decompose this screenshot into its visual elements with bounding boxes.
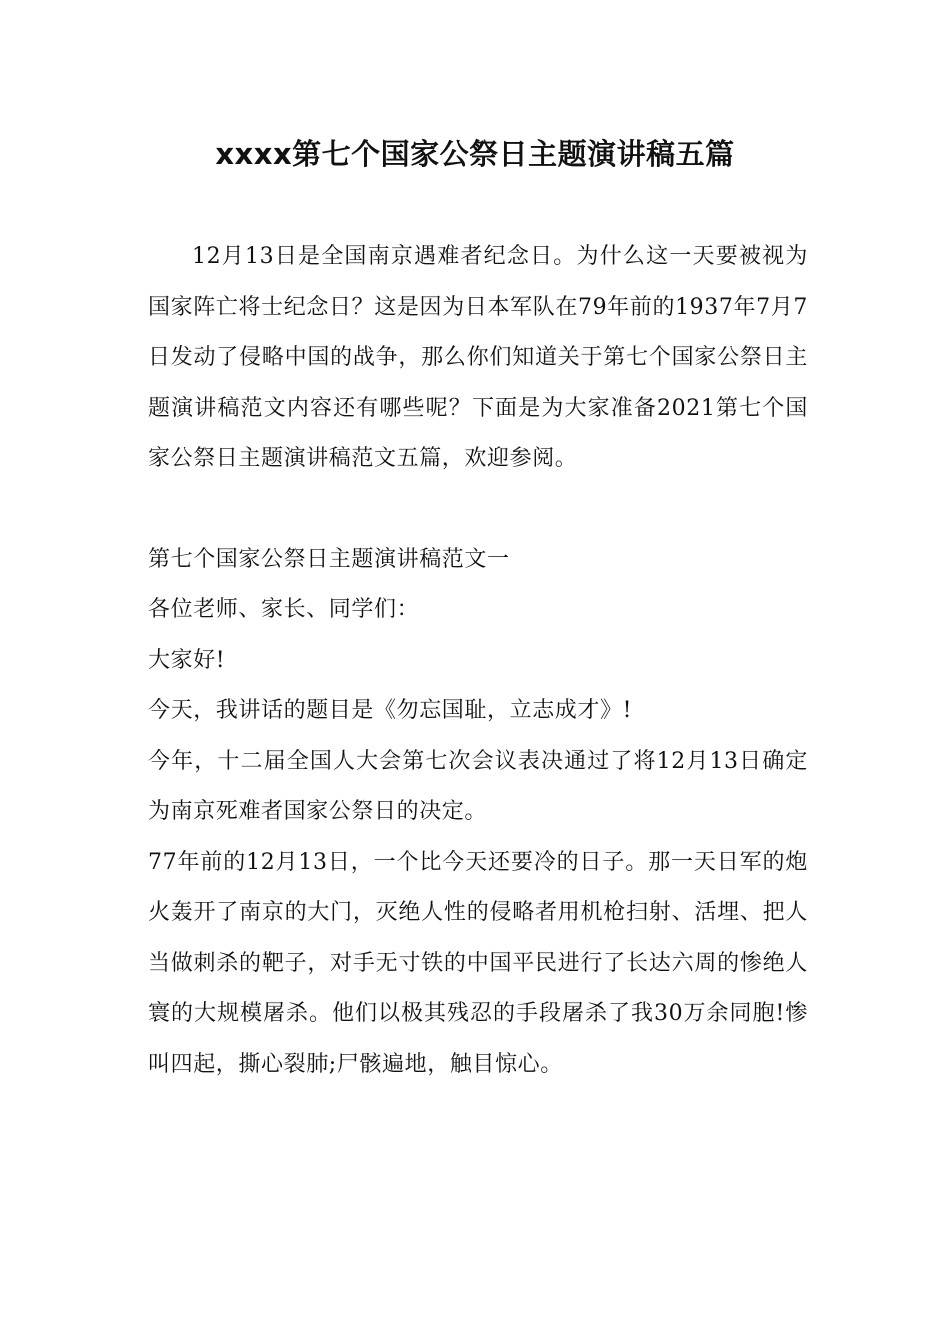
greeting-paragraph: 大家好! xyxy=(148,647,226,673)
document-title: xxxx第七个国家公祭日主题演讲稿五篇 xyxy=(215,137,735,171)
speech-topic-paragraph: 今天，我讲话的题目是《勿忘国耻，立志成才》! xyxy=(148,698,633,723)
section-heading: 第七个国家公祭日主题演讲稿范文一 xyxy=(148,546,510,572)
paragraph-spacer xyxy=(148,485,808,535)
document-body xyxy=(148,232,808,1090)
intro-paragraph: 12月13日是全国南京遇难者纪念日。为什么这一天要被视为国家阵亡将士纪念日？这是因为日本军队在79年前的1937年7月7日发动了侵略中国的战争，那么你们知道关于第七个国家公祭日主题演讲稿范文内容还有哪些呢？下面是为大家准备2021第七个国家公祭日主题演讲稿范文五篇，欢迎参阅。 xyxy=(148,244,808,471)
body-paragraph: 今年，十二届全国人大会第七次会议表决通过了将12月13日确定为南京死难者国家公祭日的决定。 xyxy=(148,748,808,824)
salutation-paragraph: 各位老师、家长、同学们： xyxy=(148,597,420,622)
body-paragraph: 77年前的12月13日，一个比今天还要冷的日子。那一天日军的炮火轰开了南京的大门，灭绝人性的侵略者用机枪扫射、活埋、把人当做刺杀的靶子，对手无寸铁的中国平民进行了长达六周的惨绝人寰的大规模屠杀。他们以极其残忍的手段屠杀了我30万余同胞!惨叫四起，撕心裂肺;尸骸遍地，触目惊心。 xyxy=(148,849,808,1077)
